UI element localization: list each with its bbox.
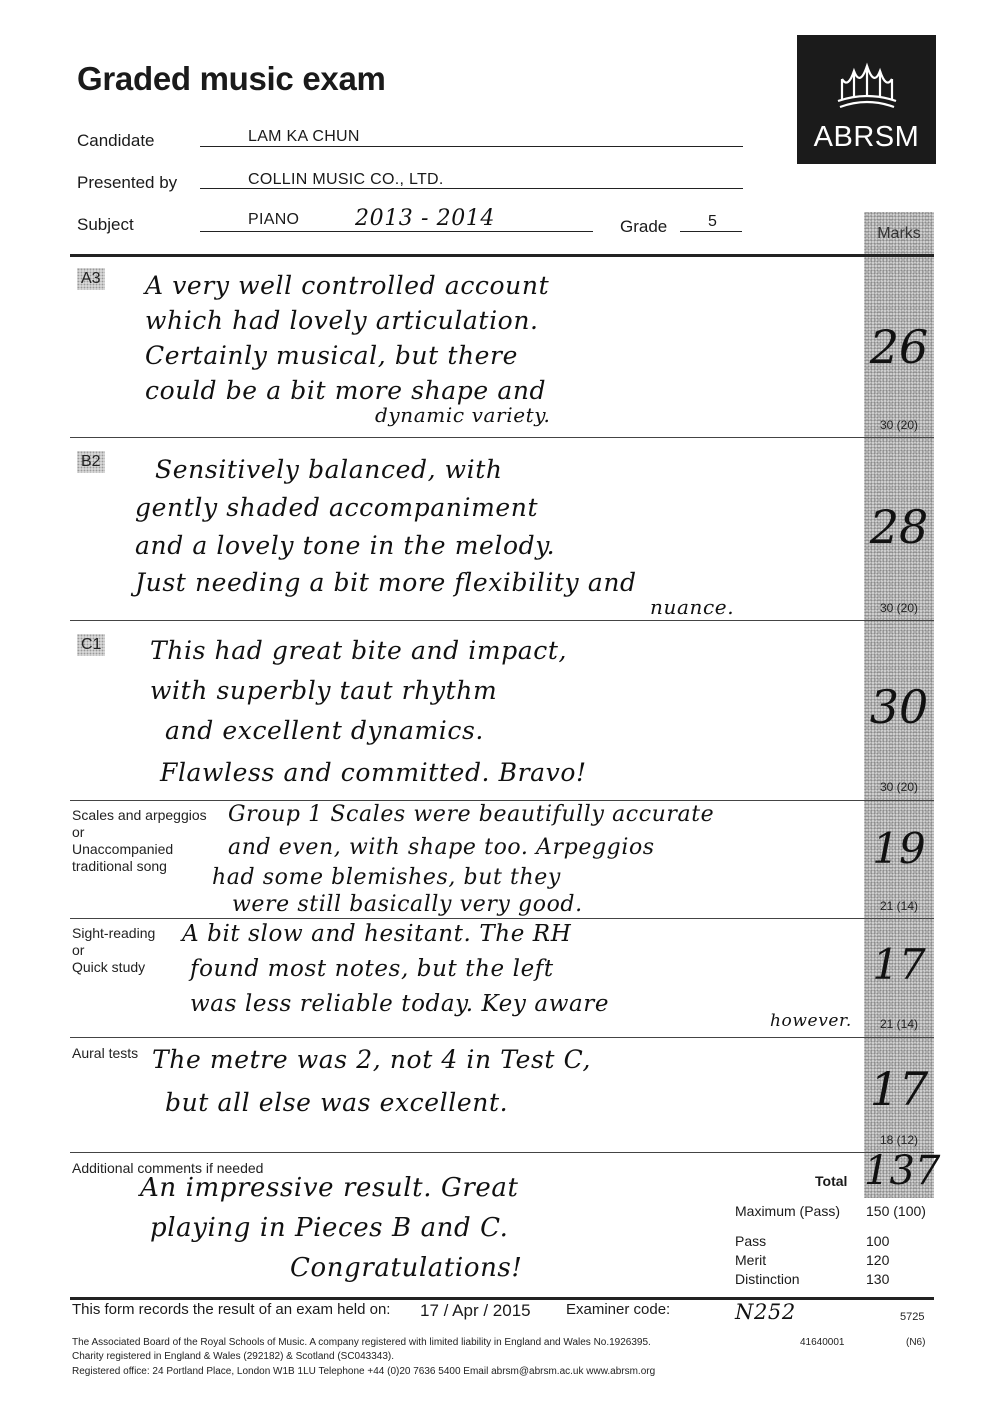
- maximum-label: Maximum (Pass): [735, 1203, 841, 1219]
- record-text: This form records the result of an exam held on:: [72, 1301, 391, 1318]
- candidate-value: LAM KA CHUN: [248, 128, 360, 145]
- page-title: Graded music exam: [77, 60, 386, 97]
- section-label-b2: B2: [77, 451, 105, 473]
- marks-header: Marks: [877, 225, 921, 242]
- pass-value: 100: [866, 1233, 890, 1249]
- legal-line-2: Charity registered in England & Wales (292182) & Scotland (SC043343).: [72, 1351, 395, 1362]
- legal-line-1: The Associated Board of the Royal Schools of Music. A company registered with limited liability in England and Wales No.1926395.: [72, 1337, 651, 1348]
- comment-line: nuance.: [650, 595, 735, 619]
- comment-line: The metre was 2, not 4 in Test C,: [152, 1045, 592, 1074]
- max-mark-scales: 21 (14): [879, 899, 919, 913]
- exam-date-year: 2015: [492, 1301, 531, 1320]
- distinction-label: Distinction: [735, 1271, 800, 1287]
- comment-line: A very well controlled account: [145, 271, 550, 300]
- subject-year: 2013 - 2014: [355, 206, 495, 231]
- comment-line: but all else was excellent.: [165, 1088, 509, 1117]
- comment-line: had some blemishes, but they: [212, 865, 561, 890]
- comment-line: An impressive result. Great: [140, 1173, 519, 1203]
- total-label: Total: [815, 1173, 848, 1189]
- presented-value: COLLIN MUSIC CO., LTD.: [248, 171, 444, 188]
- presented-label: Presented by: [77, 173, 178, 192]
- section-label-scales: Scales and arpeggios or Unaccompanied traditional song: [72, 807, 207, 874]
- comment-line: Group 1 Scales were beautifully accurate: [228, 802, 715, 827]
- max-mark-a3: 30 (20): [879, 418, 919, 432]
- examiner-code: N252: [735, 1300, 796, 1324]
- divider: [70, 254, 934, 257]
- pass-label: Pass: [735, 1233, 767, 1249]
- examiner-label: Examiner code:: [566, 1301, 671, 1318]
- comment-line: could be a bit more shape and: [145, 376, 547, 405]
- legal-line-3: Registered office: 24 Portland Place, London W1B 1LU Telephone +44 (0)20 7636 5400 Email abrsm@abrsm.ac.uk www.abrsm.org: [72, 1366, 656, 1377]
- comment-line: A bit slow and hesitant. The RH: [182, 921, 572, 947]
- divider: [70, 1297, 934, 1300]
- grade-line: [680, 231, 742, 232]
- comment-line: and a lovely tone in the melody.: [135, 531, 556, 560]
- comment-line: and even, with shape too. Arpeggios: [228, 835, 655, 860]
- abrsm-logo: [797, 35, 936, 164]
- max-mark-aural: 18 (12): [879, 1133, 919, 1147]
- exam-date-month: Apr: [452, 1301, 479, 1320]
- grade-value: 5: [708, 213, 718, 230]
- subject-value: PIANO: [248, 211, 300, 228]
- mark-b2: 28: [869, 500, 929, 554]
- comment-line: playing in Pieces B and C.: [150, 1213, 509, 1243]
- divider: [70, 437, 934, 438]
- comment-line: Congratulations!: [290, 1253, 523, 1283]
- logo-text: ABRSM: [813, 121, 920, 153]
- crown-icon: [832, 61, 902, 113]
- comment-line: Certainly musical, but there: [145, 341, 519, 370]
- version-code: (N6): [906, 1337, 926, 1348]
- candidate-line: [200, 146, 743, 147]
- reference-number: 41640001: [800, 1337, 845, 1348]
- comment-line: Just needing a bit more flexibility and: [135, 568, 637, 597]
- section-label-a3: A3: [77, 268, 105, 290]
- comment-line: with superbly taut rhythm: [150, 676, 498, 705]
- comment-line: found most notes, but the left: [190, 956, 554, 982]
- merit-label: Merit: [735, 1252, 767, 1268]
- max-mark-c1: 30 (20): [879, 780, 919, 794]
- mark-c1: 30: [869, 680, 929, 734]
- divider: [70, 1152, 934, 1153]
- mark-a3: 26: [869, 320, 929, 374]
- max-mark-sight-reading: 21 (14): [879, 1017, 919, 1031]
- maximum-value: 150 (100): [866, 1203, 926, 1219]
- form-number: 5725: [900, 1311, 925, 1323]
- comment-line: which had lovely articulation.: [145, 306, 539, 335]
- comment-line: This had great bite and impact,: [150, 636, 568, 665]
- comment-line: dynamic variety.: [375, 403, 551, 427]
- grade-label: Grade: [620, 217, 668, 236]
- total-mark: 137: [864, 1148, 941, 1194]
- comment-line: Flawless and committed. Bravo!: [160, 758, 587, 787]
- max-mark-b2: 30 (20): [879, 601, 919, 615]
- mark-aural: 17: [869, 1062, 929, 1116]
- divider: [70, 620, 934, 621]
- mark-scales: 19: [872, 824, 926, 873]
- mark-sight-reading: 17: [872, 940, 926, 989]
- divider: [70, 1037, 934, 1038]
- section-label-c1: C1: [77, 634, 105, 656]
- comment-line: and excellent dynamics.: [165, 716, 484, 745]
- additional-comments-label: Additional comments if needed: [72, 1160, 264, 1176]
- comment-line: however.: [770, 1011, 852, 1031]
- comment-line: gently shaded accompaniment: [135, 493, 539, 522]
- section-label-sight-reading: Sight-reading or Quick study: [72, 925, 156, 975]
- exam-date: 17 / Apr / 2015: [420, 1301, 531, 1320]
- distinction-value: 130: [866, 1271, 890, 1287]
- comment-line: was less reliable today. Key aware: [190, 991, 610, 1017]
- section-label-aural: Aural tests: [72, 1045, 139, 1061]
- comment-line: were still basically very good.: [232, 892, 583, 917]
- candidate-label: Candidate: [77, 131, 155, 150]
- subject-label: Subject: [77, 215, 134, 234]
- exam-date-day: 17: [420, 1301, 439, 1320]
- merit-value: 120: [866, 1252, 890, 1268]
- comment-line: Sensitively balanced, with: [155, 455, 503, 484]
